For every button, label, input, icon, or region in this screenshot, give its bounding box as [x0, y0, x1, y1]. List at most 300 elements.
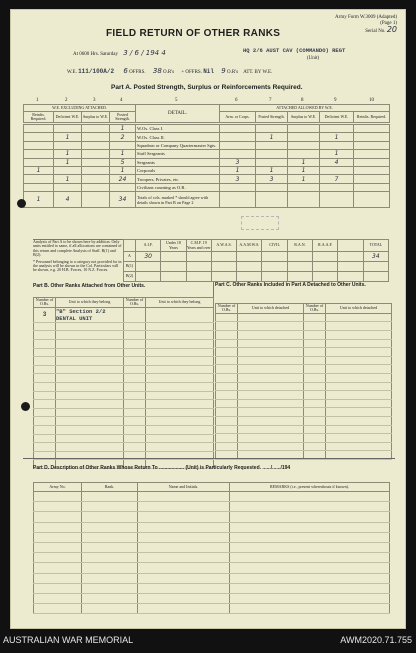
analysis-note	[33, 239, 123, 283]
punch-hole	[17, 199, 26, 208]
table-cell	[124, 365, 146, 374]
cell-c1	[24, 150, 54, 158]
column-header: Unit to which detached	[326, 304, 392, 314]
total-c1: 1	[24, 192, 54, 208]
column-number: 4	[120, 98, 123, 103]
ors2-label: O.R's	[226, 70, 239, 75]
form-number-text: Army Form W.3009 (Adapted)	[335, 15, 397, 20]
row-detail: Squadron or Company Quartermaster Sgts.	[136, 141, 220, 149]
cell-c2: 1	[54, 133, 82, 141]
table-cell	[146, 365, 214, 374]
strength-table	[23, 124, 390, 208]
table-cell	[146, 382, 214, 391]
analysis-row	[124, 262, 389, 272]
table-cell	[146, 339, 214, 348]
table-cell	[138, 492, 230, 502]
part-d-title-date: /194	[280, 465, 291, 471]
column-header: REMARKS (i.e., present whereabouts if known).	[230, 483, 390, 492]
table-cell	[124, 382, 146, 391]
part-d-table	[33, 482, 390, 614]
analysis-cell	[161, 262, 186, 272]
table-cell	[216, 408, 238, 417]
cell-c6: 3	[220, 175, 256, 183]
cell-c7	[256, 183, 288, 191]
table-cell	[230, 583, 390, 593]
table-cell	[326, 408, 392, 417]
table-cell	[146, 417, 214, 426]
table-cell	[56, 443, 124, 452]
analysis-row	[124, 272, 389, 282]
analysis-cell	[338, 272, 363, 282]
table-cell	[138, 563, 230, 573]
analysis-cell	[237, 272, 262, 282]
table-cell	[124, 348, 146, 357]
cell-c9	[320, 166, 354, 174]
table-cell	[124, 357, 146, 366]
table-row	[216, 313, 392, 322]
cell-c2	[54, 125, 82, 133]
footer-right: AWM2020.71.755	[340, 635, 412, 645]
table-row	[216, 425, 392, 434]
cell-c3	[82, 133, 110, 141]
table-cell	[34, 434, 56, 443]
cell-c9	[320, 183, 354, 191]
part-c-title: Part C. Other Ranks Included in Part A Detached to Other Units.	[215, 282, 366, 288]
table-cell	[124, 400, 146, 409]
table-cell	[326, 382, 392, 391]
analysis-cell	[313, 272, 338, 282]
analysis-cell	[262, 262, 287, 272]
table-row	[216, 442, 392, 451]
cell-c10	[354, 133, 390, 141]
analysis-cell	[313, 262, 338, 272]
analysis-note-text: Analysis of Part A to be shown here by addition. Only units entitled to same, if all allocations are contained of this return and complete Analysis of Staff. B(1) and B(2).	[33, 239, 122, 258]
table-row	[34, 512, 390, 522]
table-row	[24, 133, 390, 141]
table-cell	[34, 492, 82, 502]
form-title: FIELD RETURN OF OTHER RANKS	[106, 28, 281, 39]
cell-c7	[256, 141, 288, 149]
column-number: 6	[235, 98, 238, 103]
row-detail: W.Os. Class I.	[136, 125, 220, 133]
analysis-row-label: B(2)	[124, 272, 136, 282]
analysis-cell	[363, 262, 388, 272]
table-cell	[238, 356, 304, 365]
table-row	[34, 563, 390, 573]
cell-c10	[354, 150, 390, 158]
table-row	[34, 425, 214, 434]
column-number: 2	[65, 98, 68, 103]
table-row	[34, 522, 390, 532]
table-cell	[326, 373, 392, 382]
cell-c9: 1	[320, 133, 354, 141]
offrs-value: 6	[123, 67, 128, 75]
analysis-header: R.A.A.F.	[313, 240, 338, 252]
cell-c8	[288, 125, 320, 133]
cell-c6	[220, 150, 256, 158]
row-detail: Sergeants	[136, 158, 220, 166]
table-row	[216, 339, 392, 348]
table-cell	[238, 434, 304, 443]
table-cell	[34, 365, 56, 374]
cell-c10	[354, 158, 390, 166]
analysis-row-label: B(1)	[124, 262, 136, 272]
table-cell	[238, 322, 304, 331]
table-cell	[238, 416, 304, 425]
table-cell	[326, 356, 392, 365]
detail-header: DETAIL.	[136, 105, 220, 123]
table-cell	[82, 532, 138, 542]
table-row	[24, 150, 390, 158]
total-blank	[256, 192, 288, 208]
table-cell	[146, 331, 214, 340]
table-cell	[82, 583, 138, 593]
table-cell	[82, 522, 138, 532]
col-header-7: Posted Strength.	[256, 112, 288, 123]
serial-value: 20	[386, 25, 397, 34]
table-cell	[34, 532, 82, 542]
cell-c8: 1	[288, 158, 320, 166]
table-cell	[304, 442, 326, 451]
table-row	[34, 604, 390, 614]
cell-c2	[54, 183, 82, 191]
table-cell	[56, 417, 124, 426]
table-row	[34, 583, 390, 593]
table-cell	[304, 356, 326, 365]
analysis-header: A.W.A.S.	[211, 240, 236, 252]
table-cell	[56, 339, 124, 348]
part-b-table	[33, 297, 214, 469]
table-cell	[146, 322, 214, 331]
cell-c1	[24, 133, 54, 141]
analysis-cell	[186, 262, 211, 272]
cell-c10	[354, 141, 390, 149]
table-cell	[124, 408, 146, 417]
column-number: 9	[334, 98, 337, 103]
col-header-3: Surplus to W.E.	[82, 112, 110, 123]
analysis-header: A.A.M.W.S.	[237, 240, 262, 252]
table-cell	[34, 331, 56, 340]
table-cell	[146, 357, 214, 366]
analysis-cell	[262, 252, 287, 262]
table-cell	[230, 553, 390, 563]
table-cell	[326, 330, 392, 339]
analysis-header: C.M.F. 19 Years and over	[186, 240, 211, 250]
analysis-table	[123, 239, 389, 282]
table-row	[24, 125, 390, 133]
column-header: Unit to which detached	[238, 304, 304, 314]
table-cell	[34, 374, 56, 383]
analysis-cell	[338, 262, 363, 272]
table-cell	[216, 373, 238, 382]
unit-value: HQ 2/6 AUST CAV (COMMANDO) REGT	[243, 47, 346, 54]
column-number: 10	[369, 98, 374, 103]
column-header: Unit to which they belong	[56, 298, 124, 308]
table-row	[34, 339, 214, 348]
table-cell	[304, 399, 326, 408]
col-header-9: Deficient W.E.	[320, 112, 354, 123]
table-row	[216, 382, 392, 391]
table-cell	[34, 593, 82, 603]
cell-c7: 1	[256, 133, 288, 141]
analysis-cell	[237, 252, 262, 262]
cell-c4: 1	[110, 125, 136, 133]
table-cell	[230, 542, 390, 552]
table-cell	[146, 374, 214, 383]
table-cell	[56, 408, 124, 417]
table-cell	[304, 339, 326, 348]
table-cell	[146, 408, 214, 417]
table-cell	[82, 563, 138, 573]
table-cell	[238, 408, 304, 417]
table-cell	[34, 512, 82, 522]
cell-c2: 1	[54, 150, 82, 158]
cell-c3	[82, 166, 110, 174]
analysis-cell	[262, 272, 287, 282]
table-cell	[216, 339, 238, 348]
total-c2: 4	[54, 192, 82, 208]
analysis-cell	[313, 252, 338, 262]
table-cell	[56, 348, 124, 357]
ors2-value: 9	[221, 67, 226, 75]
table-cell	[304, 322, 326, 331]
table-cell	[56, 391, 124, 400]
table-cell	[82, 542, 138, 552]
cell-c3	[82, 141, 110, 149]
table-cell	[238, 339, 304, 348]
table-cell	[124, 322, 146, 331]
table-cell	[238, 313, 304, 322]
table-cell	[82, 573, 138, 583]
table-cell	[56, 374, 124, 383]
table-row	[216, 322, 392, 331]
analysis-cell	[186, 252, 211, 262]
cell-c2	[54, 141, 82, 149]
cell-c8	[288, 141, 320, 149]
table-cell	[34, 583, 82, 593]
we-value: 111/100A/2	[78, 68, 115, 75]
table-cell	[56, 400, 124, 409]
table-row	[216, 434, 392, 443]
table-cell	[138, 512, 230, 522]
analysis-cell: 34	[363, 252, 388, 262]
faint-stamp	[241, 216, 279, 230]
column-number: 7	[269, 98, 272, 103]
table-cell	[34, 417, 56, 426]
table-cell	[34, 522, 82, 532]
table-cell	[326, 339, 392, 348]
analysis-cell	[211, 272, 236, 282]
totals-row	[24, 192, 390, 208]
table-cell	[34, 322, 56, 331]
ors-label: O.R's	[163, 70, 175, 75]
cell-c7: 3	[256, 175, 288, 183]
table-row	[34, 593, 390, 603]
table-cell	[304, 434, 326, 443]
cell-c2	[54, 166, 82, 174]
column-header: Number of O.Rs.	[124, 298, 146, 308]
total-blank	[288, 192, 320, 208]
footer-left: AUSTRALIAN WAR MEMORIAL	[3, 635, 134, 645]
table-cell	[238, 425, 304, 434]
table-row	[24, 175, 390, 183]
analysis-header: TOTAL	[363, 240, 388, 252]
table-cell	[216, 330, 238, 339]
table-cell	[138, 522, 230, 532]
table-cell	[304, 416, 326, 425]
analysis-header	[338, 240, 363, 252]
table-cell	[56, 425, 124, 434]
table-row	[34, 434, 214, 443]
cell-c2: 1	[54, 158, 82, 166]
time-label: At 0600 Hrs. Saturday	[73, 52, 118, 57]
cell-c4: 2	[110, 133, 136, 141]
cell-c1	[24, 183, 54, 191]
table-cell	[146, 425, 214, 434]
table-cell	[238, 365, 304, 374]
cell-c9: 4	[320, 158, 354, 166]
table-cell	[34, 400, 56, 409]
table-cell	[82, 553, 138, 563]
table-cell	[56, 322, 124, 331]
table-cell	[138, 604, 230, 614]
table-cell	[124, 417, 146, 426]
table-cell	[238, 382, 304, 391]
table-cell	[326, 442, 392, 451]
analysis-cell	[363, 272, 388, 282]
table-row	[34, 443, 214, 452]
cell-c3	[82, 150, 110, 158]
table-cell	[56, 365, 124, 374]
column-number: 1	[36, 98, 39, 103]
table-row	[216, 348, 392, 357]
offrs-label: OFFRS.	[129, 70, 146, 75]
table-cell	[34, 391, 56, 400]
form-sheet	[10, 9, 406, 629]
table-cell	[326, 391, 392, 400]
table-row	[34, 408, 214, 417]
table-cell	[326, 313, 392, 322]
cell-c9	[320, 125, 354, 133]
table-row	[34, 542, 390, 552]
table-cell	[34, 443, 56, 452]
analysis-corner	[124, 240, 136, 252]
table-cell	[326, 348, 392, 357]
cell-c4: 24	[110, 175, 136, 183]
analysis-header: Under 18 Years	[161, 240, 186, 252]
table-row	[216, 330, 392, 339]
cell-c3	[82, 125, 110, 133]
table-cell	[138, 593, 230, 603]
footer-bar	[0, 629, 416, 653]
time-line	[73, 50, 166, 58]
cell-c1	[24, 125, 54, 133]
cell-c6	[220, 183, 256, 191]
row-detail: Troopers, Privates, etc.	[136, 175, 220, 183]
table-cell	[56, 434, 124, 443]
plus-offrs-label: + OFFRS.	[181, 70, 202, 75]
attached-count: 3	[34, 307, 56, 322]
cell-c10	[354, 166, 390, 174]
cell-c7	[256, 150, 288, 158]
table-cell	[138, 502, 230, 512]
table-cell	[230, 512, 390, 522]
table-cell	[124, 331, 146, 340]
cell-c8: 1	[288, 175, 320, 183]
cell-c6	[220, 141, 256, 149]
table-cell	[146, 348, 214, 357]
cell-c1	[24, 175, 54, 183]
we-line	[67, 68, 387, 76]
cell-c7	[256, 158, 288, 166]
table-cell	[146, 391, 214, 400]
cell-c3	[82, 158, 110, 166]
table-cell	[326, 322, 392, 331]
page-number-text: (Page 1)	[380, 20, 397, 26]
row-detail: Civilians counting as O.R.	[136, 183, 220, 191]
table-cell	[238, 330, 304, 339]
form-number	[335, 15, 397, 35]
analysis-cell	[211, 262, 236, 272]
table-cell	[124, 339, 146, 348]
analysis-row-label: A	[124, 252, 136, 262]
table-cell	[238, 348, 304, 357]
cell-c10	[354, 183, 390, 191]
table-row	[216, 399, 392, 408]
table-row	[34, 417, 214, 426]
table-cell	[138, 532, 230, 542]
table-cell	[124, 425, 146, 434]
row-detail: Staff Sergeants	[136, 150, 220, 158]
cell-c1	[24, 158, 54, 166]
table-row	[34, 382, 214, 391]
col-header-10: Reinfts. Required.	[354, 112, 390, 123]
table-row	[34, 331, 214, 340]
cell-c7	[256, 125, 288, 133]
cell-c3	[82, 183, 110, 191]
table-cell	[230, 593, 390, 603]
analysis-cell: 30	[136, 252, 161, 262]
group-left-header: W.E. EXCLUDING ATTACHED.	[24, 105, 136, 112]
table-row	[216, 408, 392, 417]
table-row	[34, 357, 214, 366]
we-label: W.E.	[67, 70, 77, 75]
column-header: Number of O.Rs.	[304, 304, 326, 314]
table-cell	[304, 373, 326, 382]
table-row	[24, 183, 390, 191]
table-cell	[230, 604, 390, 614]
cell-c9	[320, 141, 354, 149]
col-header-1: Reinfts. Required.	[24, 112, 54, 123]
table-cell	[238, 391, 304, 400]
part-d-title-mid: (Unit) is Particularly Requested.	[185, 465, 262, 471]
total-blank	[320, 192, 354, 208]
col-header-6: Arm. or Corps.	[220, 112, 256, 123]
table-row	[216, 373, 392, 382]
table-cell	[56, 382, 124, 391]
table-cell	[230, 522, 390, 532]
analysis-cell	[136, 272, 161, 282]
table-cell	[34, 357, 56, 366]
table-cell	[34, 573, 82, 583]
table-cell	[56, 331, 124, 340]
analysis-cell	[237, 262, 262, 272]
table-cell	[230, 563, 390, 573]
part-a-title: Part A. Posted Strength, Surplus or Reinforcements Required.	[111, 84, 303, 91]
col-header-8: Surplus to W.E.	[288, 112, 320, 123]
cell-c6	[220, 125, 256, 133]
table-cell	[304, 330, 326, 339]
